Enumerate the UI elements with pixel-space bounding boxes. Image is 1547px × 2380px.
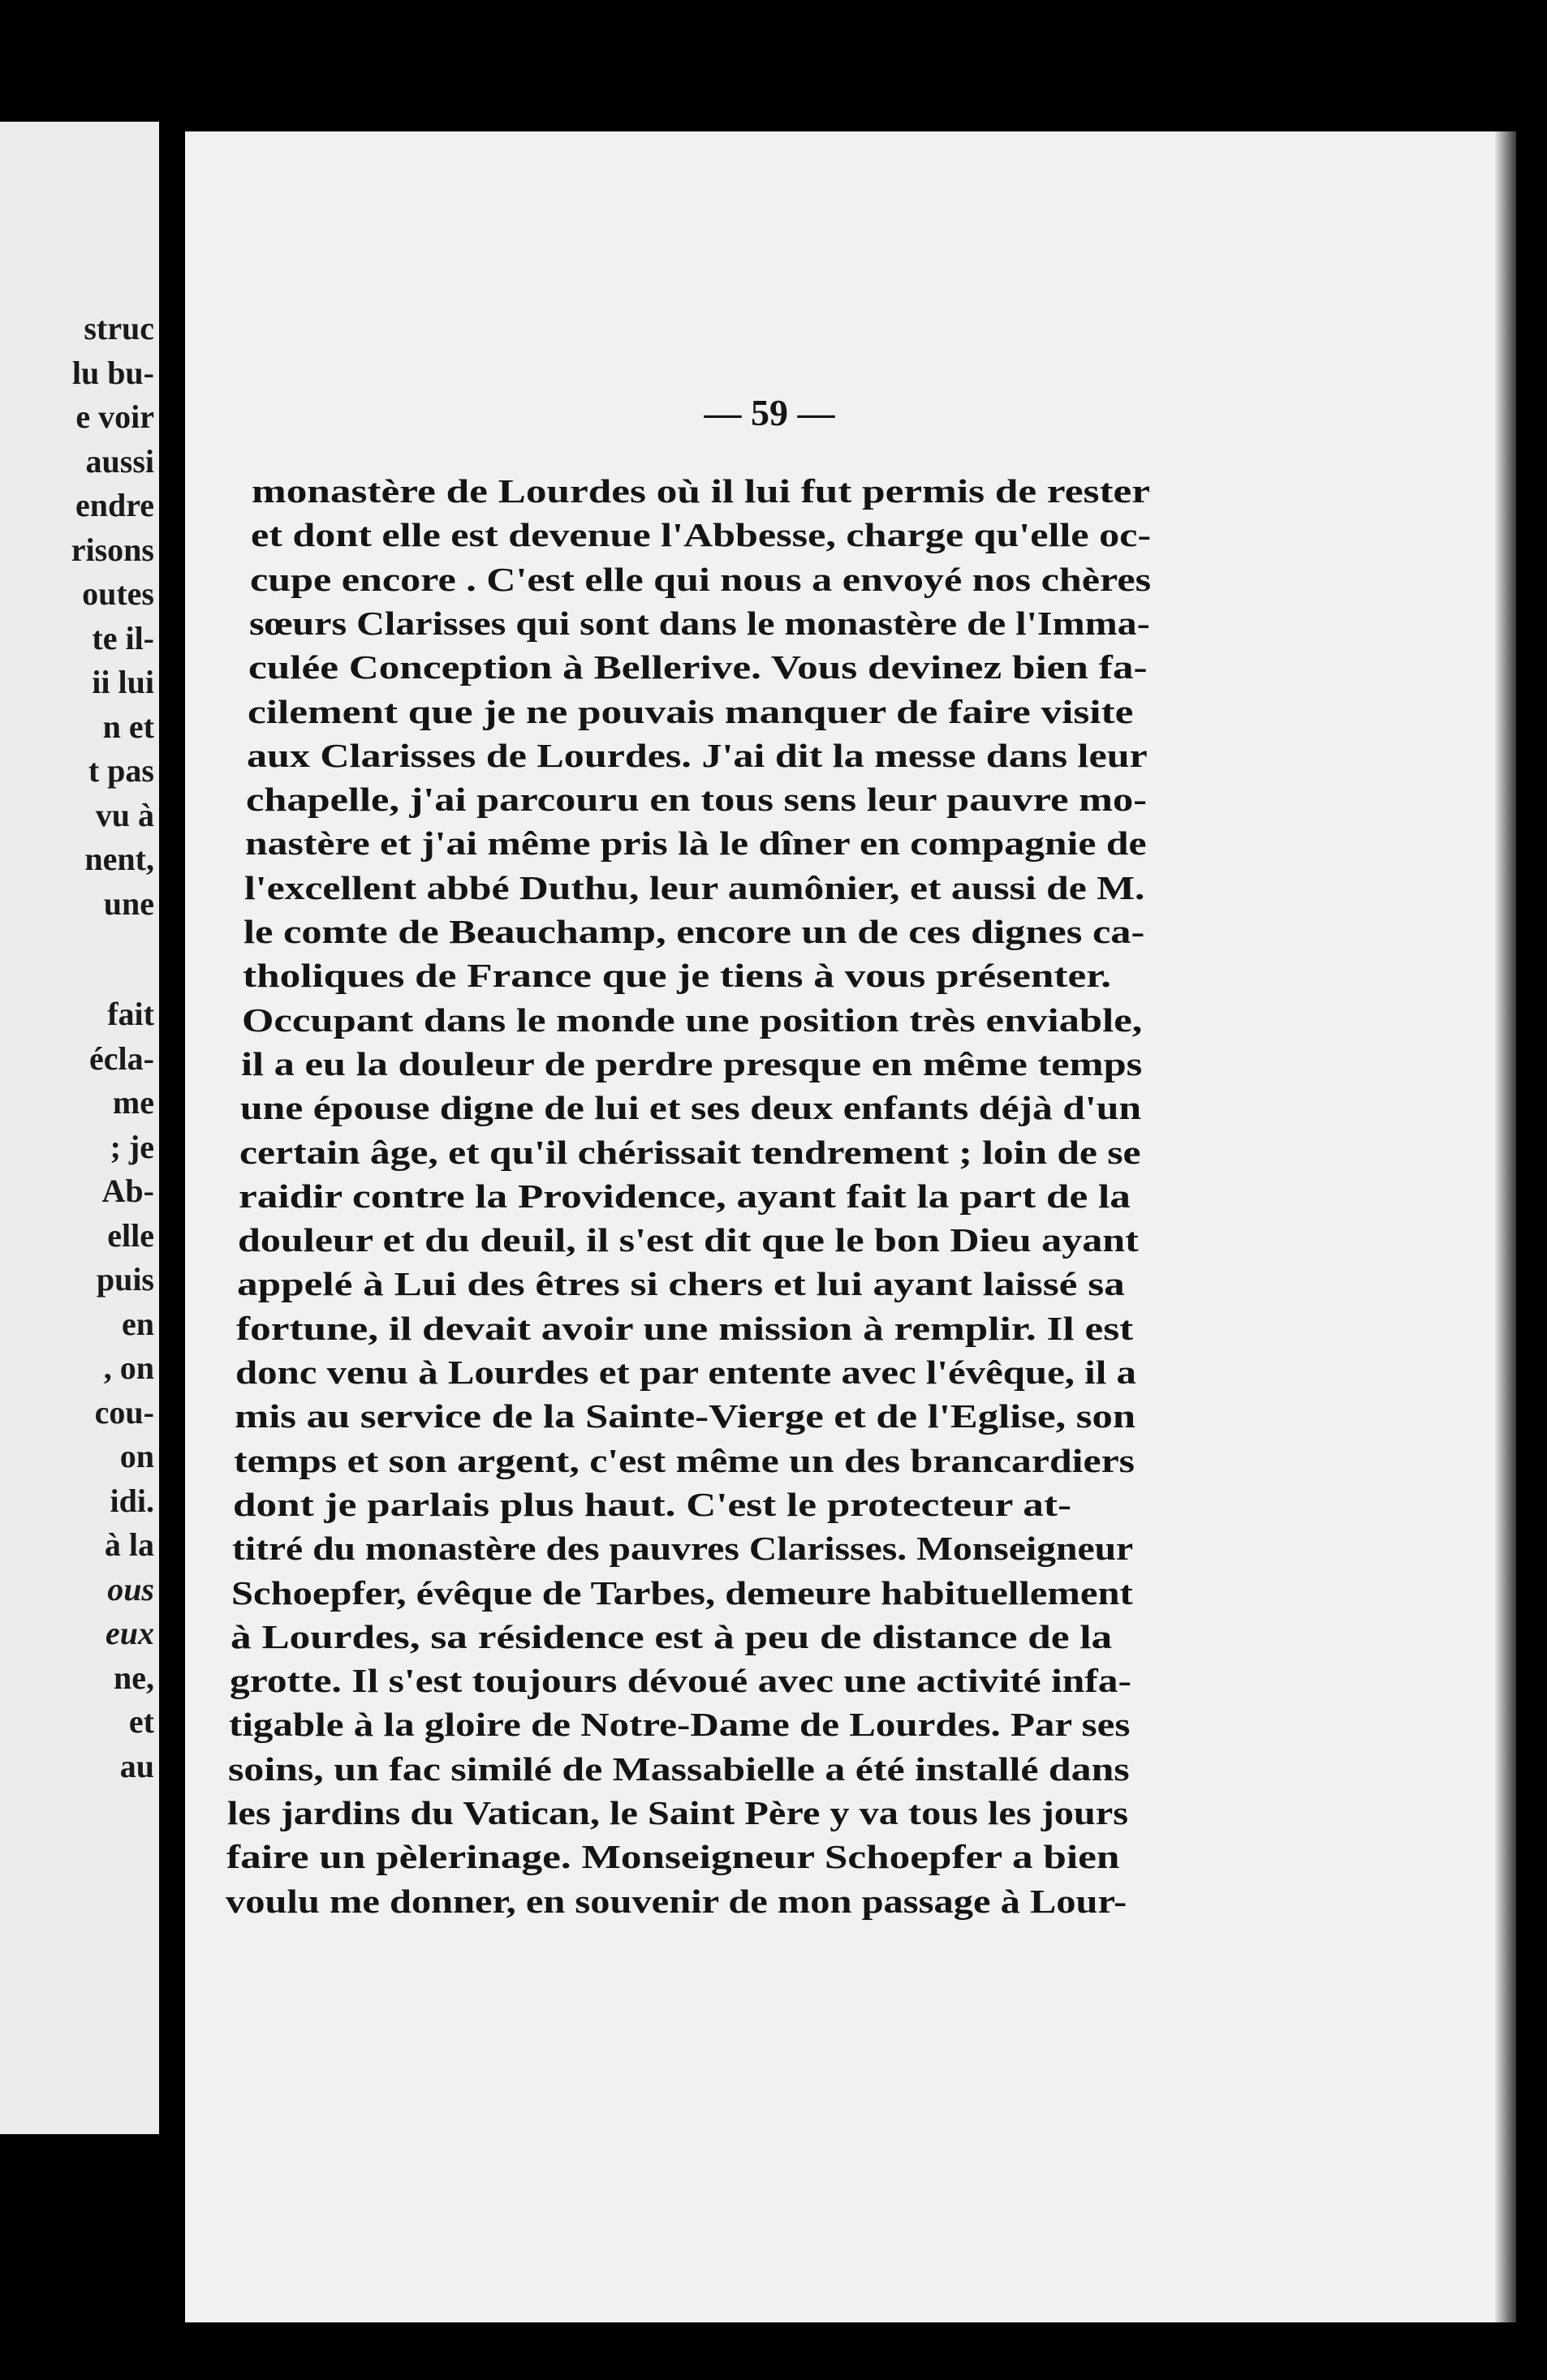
- page-edge-shadow: [1495, 131, 1516, 2322]
- text-line: culée Conception à Bellerive. Vous devinez bien fa-: [248, 648, 1148, 686]
- text-line: fortune, il devait avoir une mission à remplir. Il est: [236, 1309, 1134, 1347]
- text-line: raidir contre la Providence, ayant fait la part de la: [239, 1177, 1131, 1215]
- left-page-fragment: risons: [71, 531, 154, 568]
- text-line: les jardins du Vatican, le Saint Père y va tous les jours: [227, 1794, 1129, 1831]
- left-page-fragment: et: [128, 1703, 154, 1740]
- text-line: cilement que je ne pouvais manquer de faire visite: [248, 692, 1134, 730]
- left-page-fragment: outes: [82, 575, 154, 612]
- left-page-fragment: en: [122, 1305, 154, 1342]
- text-line: chapelle, j'ai parcouru en tous sens leur pauvre mo-: [246, 781, 1147, 819]
- text-line: sœurs Clarisses qui sont dans le monastère de l'Imma-: [249, 604, 1150, 642]
- left-page-fragment: à la: [104, 1526, 154, 1563]
- text-line: grotte. Il s'est toujours dévoué avec une activité infa-: [230, 1662, 1132, 1700]
- text-line: tholiques de France que je tiens à vous présenter.: [243, 957, 1112, 995]
- left-page-fragment: struc: [84, 310, 154, 346]
- left-page-fragment: Ab-: [101, 1173, 154, 1209]
- left-page-fragment: , on: [103, 1349, 154, 1386]
- left-page-fragment: ii lui: [92, 664, 154, 700]
- left-page-fragment: te il-: [92, 619, 154, 656]
- text-line: faire un pèlerinage. Monseigneur Schoepfer a bien: [226, 1838, 1120, 1876]
- left-page-fragment: ; je: [110, 1128, 154, 1165]
- left-page-fragment: elle: [107, 1216, 154, 1254]
- left-page-fragment: nent,: [84, 841, 154, 877]
- left-page-fragment: on: [119, 1438, 154, 1474]
- left-page-fragment: e voir: [75, 398, 154, 435]
- left-page-fragment: t pas: [88, 752, 154, 789]
- text-line: cupe encore . C'est elle qui nous a envoyé nos chères: [250, 560, 1152, 598]
- text-line: appelé à Lui des êtres si chers et lui ayant laissé sa: [237, 1265, 1125, 1303]
- left-page-fragment: lu bu-: [71, 354, 154, 391]
- text-line: le comte de Beauchamp, encore un de ces dignes ca-: [243, 913, 1145, 950]
- left-page-fragment: au: [119, 1747, 154, 1784]
- left-page-fragment: endre: [75, 487, 154, 523]
- text-line: Occupant dans le monde une position très enviable,: [242, 1001, 1143, 1039]
- text-line: certain âge, et qu'il chérissait tendrement ; loin de se: [239, 1133, 1141, 1171]
- text-line: temps et son argent, c'est même un des brancardiers: [234, 1441, 1135, 1479]
- page-number: — 59 —: [704, 392, 835, 433]
- text-line: voulu me donner, en souvenir de mon passage à Lour-: [226, 1882, 1127, 1920]
- text-line: il a eu la douleur de perdre presque en même temps: [241, 1044, 1143, 1082]
- left-page-fragment: n et: [102, 708, 154, 745]
- left-page-fragment: ne,: [114, 1659, 154, 1696]
- text-line: et dont elle est devenue l'Abbesse, charge qu'elle oc-: [251, 516, 1152, 554]
- left-page-fragment: idi.: [110, 1482, 154, 1519]
- text-line: nastère et j'ai même pris là le dîner en compagnie de: [245, 824, 1147, 863]
- left-page-fragment: me: [112, 1084, 154, 1121]
- text-line: tigable à la gloire de Notre-Dame de Lourdes. Par ses: [229, 1706, 1131, 1744]
- left-page-fragment: une: [103, 884, 154, 922]
- left-page-fragment: eux: [106, 1615, 154, 1651]
- left-page-fragment: fait: [107, 996, 154, 1032]
- left-facing-page: [0, 122, 159, 2134]
- left-page-fragment: aussi: [85, 442, 154, 480]
- text-line: donc venu à Lourdes et par entente avec l'évêque, il a: [235, 1354, 1136, 1391]
- text-line: mis au service de la Sainte-Vierge et de l'Eglise, son: [235, 1397, 1136, 1435]
- text-line: aux Clarisses de Lourdes. J'ai dit la messe dans leur: [247, 736, 1148, 774]
- text-line: à Lourdes, sa résidence est à peu de distance de la: [231, 1617, 1113, 1655]
- text-line: dont je parlais plus haut. C'est le protecteur at-: [233, 1485, 1072, 1523]
- text-line: l'excellent abbé Duthu, leur aumônier, et aussi de M.: [244, 868, 1145, 906]
- body-text: [201, 131, 1175, 2322]
- text-line: une épouse digne de lui et ses deux enfants déjà d'un: [240, 1089, 1141, 1127]
- left-page-fragment: vu à: [95, 796, 154, 833]
- text-line: titré du monastère des pauvres Clarisses. Monseigneur: [232, 1530, 1134, 1568]
- main-page: [185, 131, 1516, 2322]
- text-line: douleur et du deuil, il s'est dit que le bon Dieu ayant: [238, 1221, 1139, 1259]
- text-line: monastère de Lourdes où il lui fut permis de rester: [252, 472, 1151, 510]
- text-line: Schoepfer, évêque de Tarbes, demeure habituellement: [231, 1573, 1133, 1612]
- left-page-fragment: ous: [107, 1570, 154, 1607]
- left-page-fragment: cou-: [94, 1393, 154, 1431]
- left-page-fragment: écla-: [89, 1039, 154, 1077]
- left-page-fragment: puis: [96, 1261, 154, 1298]
- text-line: soins, un fac similé de Massabielle a été installé dans: [228, 1749, 1130, 1788]
